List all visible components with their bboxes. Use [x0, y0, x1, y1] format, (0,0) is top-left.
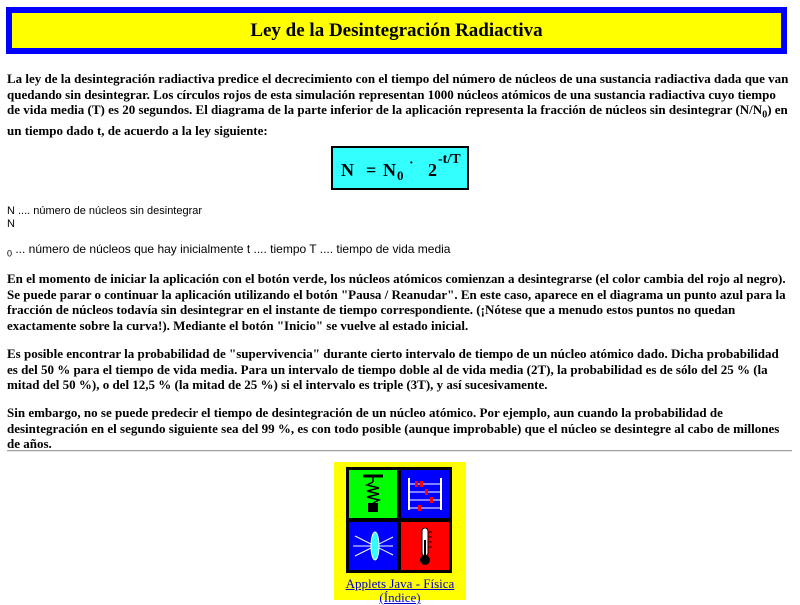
applets-index-link[interactable] — [334, 577, 466, 605]
spring-icon — [349, 470, 397, 518]
formula-n: N — [341, 160, 354, 180]
legend-definitions — [7, 242, 450, 258]
formula-exponent: -t/T — [438, 152, 461, 167]
applets-index-box — [334, 462, 466, 605]
paragraph-probability: Es posible encontrar la probabilidad de "supervivencia" durante cierto intervalo de tiempo de un núcleo atómico dado. Dicha probabilidad es del 50 % para el tiempo de vida media. Para un intervalo de tiempo doble al de vida media (2T), la probabilidad es de sólo del 25 % (la mitad del 50 %), o del 12,5 % (la mitad de 25 %) si el intervalo es triple (3T), y así sucesivamente. — [7, 346, 779, 393]
formula-n0-subscript: 0 — [397, 168, 404, 183]
formula-base: 2 — [428, 160, 437, 180]
physics-applets-logo[interactable] — [346, 467, 452, 573]
applets-link-line2[interactable]: (Índice) — [379, 590, 421, 605]
legend-n0-symbol: N — [7, 218, 15, 230]
formula-dot: · — [409, 156, 414, 171]
title-banner — [6, 7, 787, 54]
legend-definitions-text: ... número de núcleos que hay inicialmente t .... tiempo T .... tiempo de vida media — [12, 242, 451, 256]
decay-formula — [331, 146, 469, 190]
lens-optics-icon — [349, 522, 397, 570]
paragraph-unpredictable: Sin embargo, no se puede predecir el tiempo de desintegración de un núcleo atómico. Por ejemplo, aun cuando la probabilidad de desintegración en el segundo siguiente sea del 99 %, es con todo posible (aunque improbable) que el núcleo se desintegre al cabo de millones de años. — [7, 405, 780, 452]
page-title: Ley de la Desintegración Radiactiva — [12, 13, 781, 48]
formula-n0: N — [383, 160, 396, 180]
legend-subscript: 0 — [7, 248, 13, 259]
intro-subscript: 0 — [762, 109, 768, 121]
legend-n: N .... número de núcleos sin desintegrar — [7, 205, 203, 217]
intro-paragraph — [7, 71, 792, 139]
paragraph-simulation: En el momento de iniciar la aplicación con el botón verde, los núcleos atómicos comienzan a desintegrarse (el color cambia del rojo al negro). Se puede parar o continuar la aplicación utilizando el botón "Pausa / Reanudar". En este caso, aparece en el diagrama un punto azul para la fracción de núcleos todavía sin desintegrar en el instante de tiempo correspondiente. (¡Nótese que a menudo estos puntos no quedan exactamente sobre la curva!). Mediante el botón "Inicio" se vuelve al estado inicial. — [7, 271, 786, 333]
formula-equals: = — [366, 160, 377, 180]
intro-text: La ley de la desintegración radiactiva predice el decrecimiento con el tiempo del número de núcleos de una sustancia radiactiva dada que van quedando sin desintegrar. Los círculos rojos de esta simulación representan 1000 núcleos atómicos de una sustancia radiactiva cuyo tiempo de vida media (T) es 20 segundos. El diagrama de la parte inferior de la aplicación representa la fracción de núcleos sin desintegrar (N/N — [7, 71, 789, 118]
applets-link-line1[interactable]: Applets Java - Física — [345, 576, 455, 591]
divider — [7, 450, 792, 452]
abacus-icon — [401, 470, 449, 518]
intro-tail: ) en un tiempo dado t, de acuerdo a la ley siguiente: — [7, 102, 788, 139]
thermometer-icon — [401, 522, 449, 570]
